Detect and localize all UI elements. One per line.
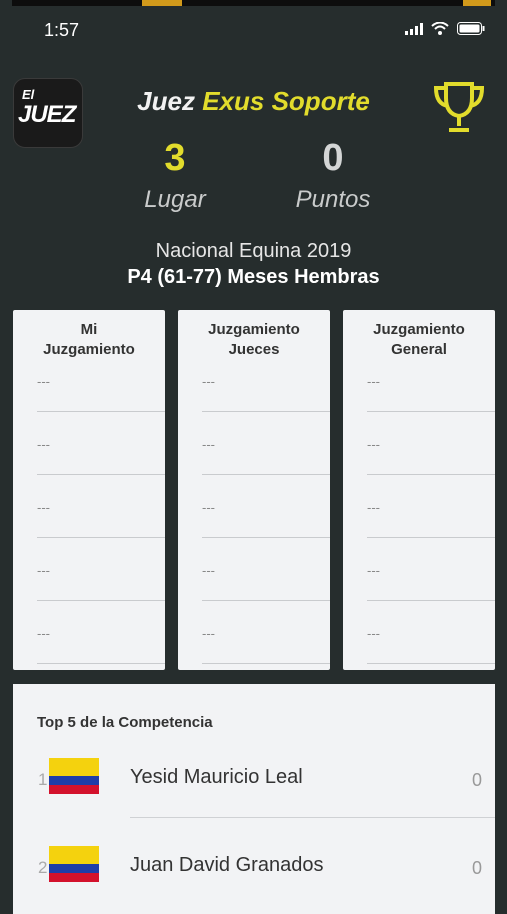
colombia-flag-icon: [49, 846, 99, 882]
top5-position: 1: [38, 770, 48, 789]
judge-name-rest: Exus Soporte: [202, 86, 370, 116]
card-juzgamiento-general: [343, 310, 495, 670]
points-label: Puntos: [295, 186, 371, 213]
card-row: [367, 600, 495, 664]
judge-name-first: Juez: [137, 86, 195, 116]
card-title-line2: Juzgamiento: [43, 341, 135, 358]
card-title-line1: Mi: [80, 321, 98, 338]
top-strip: [12, 0, 495, 6]
card-row-value: ---: [367, 626, 380, 641]
card-row-value: ---: [37, 500, 50, 515]
top5-row[interactable]: [13, 730, 495, 818]
card-juzgamiento-jueces: [178, 310, 330, 670]
top5-name: Juan David Granados: [130, 854, 324, 876]
wifi-icon: [431, 22, 449, 35]
logo-text-el: El: [22, 87, 35, 102]
card-row-value: ---: [37, 437, 50, 452]
logo-text-juez: JUEZ: [18, 101, 76, 128]
card-row: [367, 348, 495, 412]
points-value: 0: [322, 137, 344, 179]
top5-title: Top 5 de la Competencia: [37, 714, 213, 731]
category-name: P4 (61-77) Meses Hembras: [127, 266, 380, 288]
card-title-line2: General: [391, 341, 447, 358]
rank-label: Lugar: [144, 186, 206, 213]
card-row: [367, 474, 495, 538]
card-row: [37, 537, 165, 601]
card-row: [37, 348, 165, 412]
top5-row[interactable]: [13, 818, 495, 906]
status-time: 1:57: [44, 20, 80, 40]
signal-icon: [405, 23, 423, 35]
card-row: [367, 537, 495, 601]
competition-name: Nacional Equina 2019: [155, 240, 352, 262]
card-row: [202, 537, 330, 601]
top5-position: 2: [38, 858, 48, 877]
card-title-line1: Juzgamiento: [208, 321, 300, 338]
card-row-value: ---: [202, 500, 215, 515]
card-row-value: ---: [202, 563, 215, 578]
top5-points: 0: [471, 770, 482, 790]
card-row-value: ---: [37, 626, 50, 641]
top5-name: Yesid Mauricio Leal: [130, 766, 303, 788]
card-row: [202, 348, 330, 412]
status-bar: [0, 18, 507, 46]
card-row-value: ---: [202, 437, 215, 452]
card-row-value: ---: [367, 563, 380, 578]
card-mi-juzgamiento: [13, 310, 165, 670]
card-row: [367, 411, 495, 475]
card-row-value: ---: [37, 563, 50, 578]
top5-panel: [13, 684, 495, 914]
card-row-value: ---: [202, 374, 215, 389]
colombia-flag-icon: [49, 758, 99, 794]
card-row: [37, 411, 165, 475]
card-row-value: ---: [367, 500, 380, 515]
card-row-value: ---: [37, 374, 50, 389]
card-row: [37, 600, 165, 664]
trophy-icon[interactable]: [432, 80, 486, 136]
card-row-value: ---: [367, 437, 380, 452]
card-title-line1: Juzgamiento: [373, 321, 465, 338]
card-row: [202, 474, 330, 538]
battery-icon: [457, 22, 485, 35]
card-row-value: ---: [367, 374, 380, 389]
card-row: [37, 474, 165, 538]
card-row: [202, 600, 330, 664]
card-row-value: ---: [202, 626, 215, 641]
card-title-line2: Jueces: [228, 341, 280, 358]
card-row: [202, 411, 330, 475]
judge-name: [0, 86, 507, 117]
rank-value: 3: [164, 137, 186, 179]
top5-points: 0: [471, 858, 482, 878]
